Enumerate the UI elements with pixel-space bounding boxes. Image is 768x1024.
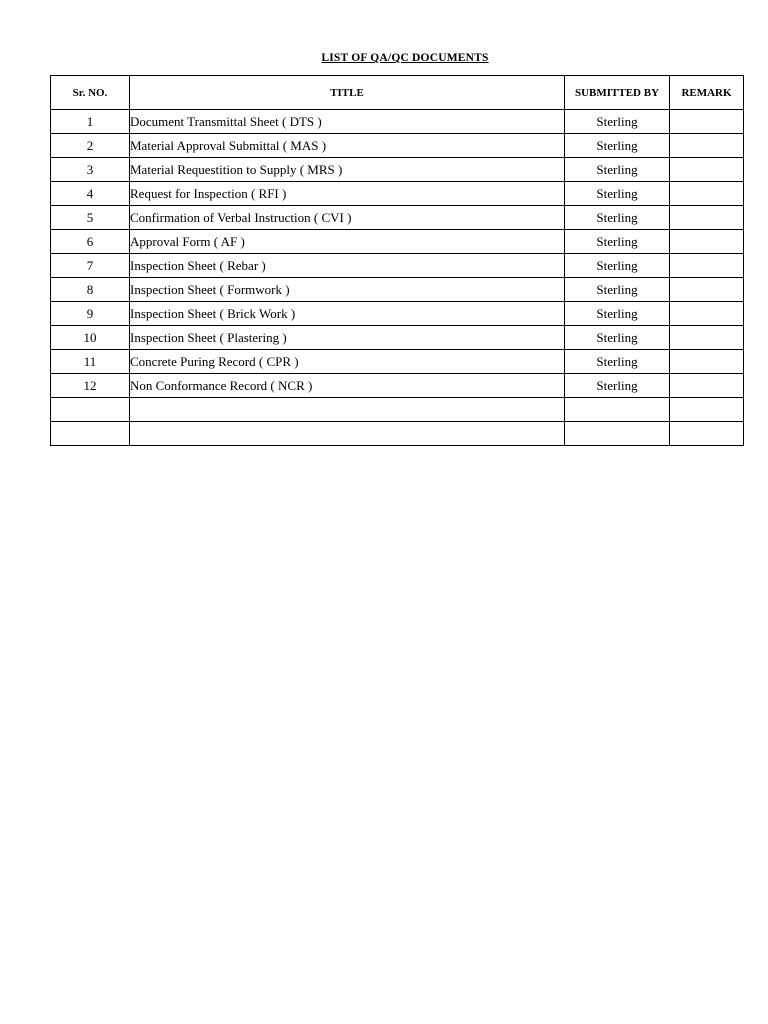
remark-cell (670, 110, 744, 134)
table-row (51, 254, 744, 278)
qaqc-documents-table (50, 75, 744, 446)
submitted-by-cell: Sterling (565, 110, 670, 134)
remark-cell (670, 374, 744, 398)
remark-cell (670, 422, 744, 446)
sr-no-cell: 8 (51, 278, 130, 302)
remark-cell (670, 230, 744, 254)
title-cell: Confirmation of Verbal Instruction ( CVI ) (130, 206, 565, 230)
table-row (51, 278, 744, 302)
submitted-by-cell: Sterling (565, 374, 670, 398)
title-cell: Document Transmittal Sheet ( DTS ) (130, 110, 565, 134)
sr-no-cell: 7 (51, 254, 130, 278)
title-cell: Material Approval Submittal ( MAS ) (130, 134, 565, 158)
title-cell: Concrete Puring Record ( CPR ) (130, 350, 565, 374)
table-row (51, 134, 744, 158)
table-row-empty (51, 422, 744, 446)
submitted-by-cell: Sterling (565, 230, 670, 254)
remark-cell (670, 206, 744, 230)
title-cell: Request for Inspection ( RFI ) (130, 182, 565, 206)
remark-cell (670, 278, 744, 302)
remark-cell (670, 254, 744, 278)
submitted-by-cell: Sterling (565, 206, 670, 230)
submitted-by-cell: Sterling (565, 254, 670, 278)
table-row (51, 110, 744, 134)
sr-no-cell: 1 (51, 110, 130, 134)
sr-no-cell (51, 398, 130, 422)
table-row (51, 350, 744, 374)
sr-no-cell: 11 (51, 350, 130, 374)
remark-cell (670, 398, 744, 422)
table-row-empty (51, 398, 744, 422)
title-cell (130, 398, 565, 422)
submitted-by-cell: Sterling (565, 350, 670, 374)
submitted-by-cell: Sterling (565, 278, 670, 302)
table-row (51, 182, 744, 206)
sr-no-cell: 4 (51, 182, 130, 206)
submitted-by-cell (565, 398, 670, 422)
sr-no-cell: 6 (51, 230, 130, 254)
table-body (51, 110, 744, 446)
table-row (51, 374, 744, 398)
submitted-by-cell: Sterling (565, 302, 670, 326)
sr-no-cell (51, 422, 130, 446)
title-cell: Inspection Sheet ( Brick Work ) (130, 302, 565, 326)
title-cell: Material Requestition to Supply ( MRS ) (130, 158, 565, 182)
header-submitted-by: SUBMITTED BY (565, 76, 670, 110)
sr-no-cell: 12 (51, 374, 130, 398)
remark-cell (670, 326, 744, 350)
submitted-by-cell: Sterling (565, 158, 670, 182)
remark-cell (670, 182, 744, 206)
remark-cell (670, 302, 744, 326)
table-row (51, 326, 744, 350)
table-row (51, 206, 744, 230)
remark-cell (670, 350, 744, 374)
sr-no-cell: 9 (51, 302, 130, 326)
document-title: LIST OF QA/QC DOCUMENTS (321, 52, 489, 64)
sr-no-cell: 2 (51, 134, 130, 158)
submitted-by-cell (565, 422, 670, 446)
header-title: TITLE (130, 76, 565, 110)
title-cell: Non Conformance Record ( NCR ) (130, 374, 565, 398)
sr-no-cell: 3 (51, 158, 130, 182)
header-sr-no: Sr. NO. (51, 76, 130, 110)
header-remark: REMARK (670, 76, 744, 110)
table-row (51, 230, 744, 254)
title-cell: Inspection Sheet ( Formwork ) (130, 278, 565, 302)
remark-cell (670, 134, 744, 158)
title-cell: Approval Form ( AF ) (130, 230, 565, 254)
table-row (51, 158, 744, 182)
table-row (51, 302, 744, 326)
sr-no-cell: 10 (51, 326, 130, 350)
table-header-row (51, 76, 744, 110)
sr-no-cell: 5 (51, 206, 130, 230)
submitted-by-cell: Sterling (565, 134, 670, 158)
title-cell: Inspection Sheet ( Plastering ) (130, 326, 565, 350)
submitted-by-cell: Sterling (565, 326, 670, 350)
title-cell (130, 422, 565, 446)
submitted-by-cell: Sterling (565, 182, 670, 206)
remark-cell (670, 158, 744, 182)
title-cell: Inspection Sheet ( Rebar ) (130, 254, 565, 278)
